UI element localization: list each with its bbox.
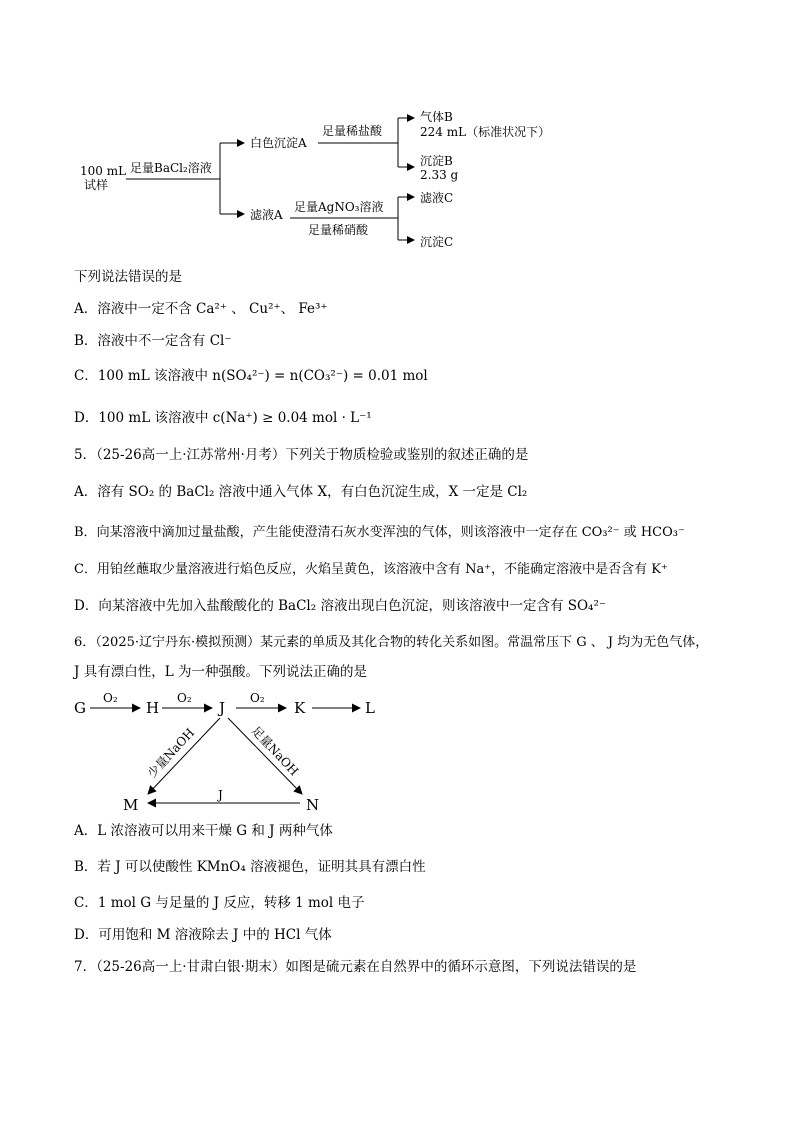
species-m: M — [123, 796, 139, 814]
species-k: K — [294, 699, 306, 717]
option-text: 100 mL 该溶液中 c(Na⁺) ≥ 0.04 mol · L⁻¹ — [98, 410, 372, 426]
q4-stem: 下列说法错误的是 — [74, 269, 182, 285]
option-label: C． — [74, 895, 98, 911]
gas-b-volume: 224 mL（标准状况下） — [420, 125, 551, 139]
option-text: 向某溶液中滴加过量盐酸，产生能使澄清石灰水变浑浊的气体，则该溶液中一定存在 CO₃²⁻ 或 HCO₃⁻ — [96, 525, 685, 540]
precipitate-b-mass: 2.33 g — [420, 168, 459, 182]
right-arrow-label: 足量NaOH — [248, 723, 302, 779]
option-label: B． — [74, 333, 98, 349]
filtrate-a: 滤液A — [250, 208, 283, 222]
option-text: 可用饱和 M 溶液除去 J 中的 HCl 气体 — [98, 927, 332, 943]
q6-option-a — [74, 822, 333, 840]
species-l: L — [365, 699, 375, 717]
q6-stem-line1: 6．（2025·辽宁丹东·模拟预测）某元素的单质及其化合物的转化关系如图。常温常压下 G 、 J 均为无色气体， — [74, 635, 709, 650]
white-precipitate-a: 白色沉淀A — [250, 136, 307, 150]
q6-stem-line2: J 具有漂白性，L 为一种强酸。下列说法正确的是 — [74, 664, 367, 680]
option-text: 溶液中一定不含 Ca²⁺ 、 Cu²⁺、 Fe³⁺ — [97, 301, 328, 317]
option-text: 用铂丝蘸取少量溶液进行焰色反应，火焰呈黄色，该溶液中含有 Na⁺，不能确定溶液中是否含有 K⁺ — [96, 562, 668, 577]
species-h: H — [146, 699, 160, 717]
left-arrow-label: 少量NaOH — [144, 725, 198, 781]
option-label: D． — [74, 927, 99, 943]
option-label: B． — [74, 525, 97, 540]
option-label: C． — [74, 368, 98, 384]
precipitate-b: 沉淀B — [420, 154, 453, 168]
q7-stem: 7．（25-26高一上·甘肃白银·期末）如图是硫元素在自然界中的循环示意图，下列说法错误的是 — [74, 959, 637, 975]
option-text: 1 mol G 与足量的 J 反应，转移 1 mol 电子 — [97, 895, 365, 911]
reagent-bacl2: 足量BaCl₂溶液 — [130, 161, 212, 175]
precipitate-c: 沉淀C — [420, 235, 454, 249]
reagent-hcl: 足量稀盐酸 — [322, 124, 383, 138]
option-text: 溶液中不一定含有 Cl⁻ — [97, 333, 232, 349]
sample-quantity: 100 mL — [80, 164, 127, 178]
bottom-arrow-label: J — [218, 788, 223, 802]
q6-option-b — [74, 858, 426, 876]
option-text: L 浓溶液可以用来干燥 G 和 J 两种气体 — [97, 823, 333, 839]
option-text: 向某溶液中先加入盐酸酸化的 BaCl₂ 溶液出现白色沉淀，则该溶液中一定含有 SO₄²⁻ — [98, 598, 606, 614]
species-j: J — [219, 699, 226, 717]
reagent-hno3: 足量稀硝酸 — [308, 223, 369, 237]
q6-option-c — [74, 894, 365, 912]
o2-label-3: O₂ — [250, 691, 265, 705]
option-label: B． — [74, 859, 98, 875]
q5-stem: 5．（25-26高一上·江苏常州·月考）下列关于物质检验或鉴别的叙述正确的是 — [74, 447, 529, 463]
option-label: A． — [74, 823, 98, 839]
option-label: D． — [74, 598, 99, 614]
species-n: N — [306, 796, 320, 814]
species-g: G — [74, 699, 86, 717]
option-text: 溶有 SO₂ 的 BaCl₂ 溶液中通入气体 X，有白色沉淀生成，X 一定是 Cl₂ — [97, 484, 528, 500]
o2-label-1: O₂ — [103, 691, 118, 705]
o2-label-2: O₂ — [177, 691, 192, 705]
filtrate-c: 滤液C — [420, 191, 454, 205]
option-label: A． — [74, 301, 98, 317]
option-label: C． — [74, 562, 97, 577]
sample-name: 试样 — [84, 178, 109, 192]
option-label: D． — [74, 410, 99, 426]
option-label: A． — [74, 484, 98, 500]
q6-option-d — [74, 926, 332, 944]
option-text: 若 J 可以使酸性 KMnO₄ 溶液褪色，证明其具有漂白性 — [97, 859, 426, 875]
reagent-agno3: 足量AgNO₃溶液 — [294, 200, 384, 214]
gas-b: 气体B — [420, 110, 453, 124]
option-text: 100 mL 该溶液中 n(SO₄²⁻) = n(CO₃²⁻) = 0.01 mol — [97, 368, 428, 384]
